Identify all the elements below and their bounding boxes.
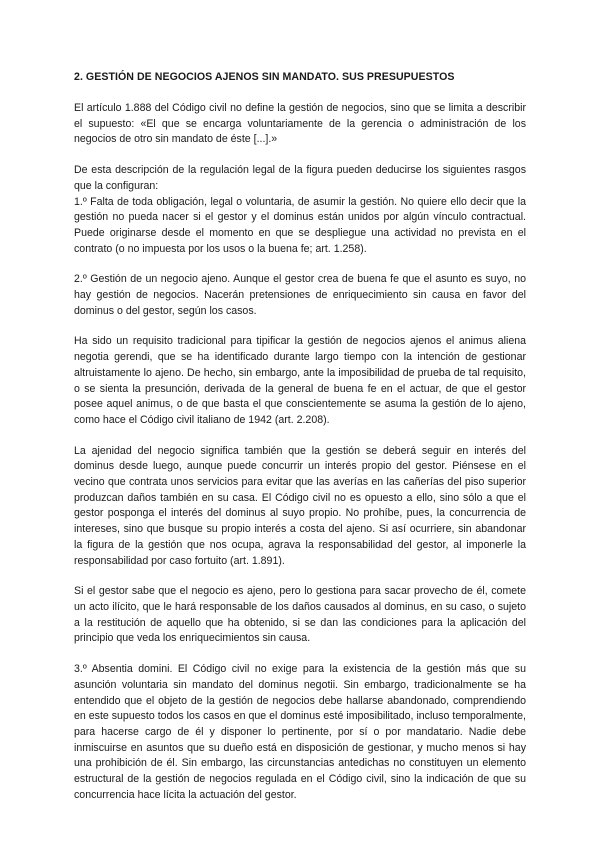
paragraph-requisito-1: 1.º Falta de toda obligación, legal o voluntaria, de asumir la gestión. No quiere ello decir que la gestión no pueda nacer si el gestor y el dominus están unidos por algún vínculo contractual. Puede originarse desde el momento en que se despliegue una actividad no prevista en el contrato (o no impuesta por los usos o la buena fe; art. 1.258). bbox=[74, 195, 526, 255]
paragraph-acto-ilicito: Si el gestor sabe que el negocio es ajeno, pero lo gestiona para sacar provecho de él, comete un acto ilícito, que le hará responsable de los daños causados al dominus, en su caso, o sujeto a la restitución de aquello que ha obtenido, si se dan las condiciones para la aplicación del principio que veda los enriquecimientos sin causa. bbox=[74, 585, 526, 645]
paragraph-ajenidad: La ajenidad del negocio significa también que la gestión se deberá seguir en interés del dominus desde luego, aunque puede concurrir un interés propio del gestor. Piénsese en el vecino que contrata unos servicios para evitar que las averías en las cañerías del piso superior produzcan daños también en su casa. El Código civil no es opuesto a ello, sino sólo a que el gestor posponga el interés del dominus al suyo propio. No prohíbe, pues, la concurrencia de intereses, sino que busque su propio interés a costa del ajeno. Si así ocurriere, sin abandonar la figura de la gestión que nos ocupa, agrava la responsabilidad del gestor, al imponerle la responsabilidad por caso fortuito (art. 1.891). bbox=[74, 444, 526, 567]
section-heading: 2. GESTIÓN DE NEGOCIOS AJENOS SIN MANDATO. SUS PRESUPUESTOS bbox=[74, 71, 455, 83]
paragraph-rasgos-intro: De esta descripción de la regulación legal de la figura pueden deducirse los siguientes rasgos que la configuran: bbox=[74, 164, 526, 192]
paragraph-requisito-3: 3.º Absentia domini. El Código civil no exige para la existencia de la gestión más que su asunción voluntaria sin mandato del dominus negotii. Sin embargo, tradicionalmente se ha entendido que el objeto de la gestión de negocios debe hallarse abandonado, comprendiendo en este supuesto todos los casos en que el dominus esté imposibilitado, incluso temporalmente, para hacerse cargo de él y disponer lo pertinente, por sí o por mandatario. Nadie debe inmiscuirse en asuntos que su dueño está en disposición de gestionar, y mucho menos si hay una prohibición de él. Sin embargo, las circunstancias antedichas no constituyen un elemento estructural de la gestión de negocios regulada en el Código civil, sino la indicación de que su concurrencia hace lícita la actuación del gestor. bbox=[74, 663, 526, 801]
paragraph-article-1888: El artículo 1.888 del Código civil no define la gestión de negocios, sino que se limita a describir el supuesto: «El que se encarga voluntariamente de la gerencia o administración de los negocios de otro sin mandato de éste [...].» bbox=[74, 102, 526, 146]
paragraph-animus: Ha sido un requisito tradicional para tipificar la gestión de negocios ajenos el animus aliena negotia gerendi, que se ha identificado durante largo tiempo con la intención de gestionar altruistamente lo ajeno. De hecho, sin embargo, ante la imposibilidad de prueba de tal requisito, o se sienta la presunción, derivada de la general de buena fe en el actuar, de que el gestor posee aquel animus, o de que basta el que conscientemente se asuma la gestión de lo ajeno, como hace el Código civil italiano de 1942 (art. 2.208). bbox=[74, 335, 526, 426]
paragraph-requisito-2: 2.º Gestión de un negocio ajeno. Aunque el gestor crea de buena fe que el asunto es suyo, no hay gestión de negocios. Nacerán pretensiones de enriquecimiento sin causa en favor del dominus o del gestor, según los casos. bbox=[74, 273, 526, 317]
document-page bbox=[74, 70, 526, 818]
paragraph-group-rasgos bbox=[74, 163, 526, 257]
